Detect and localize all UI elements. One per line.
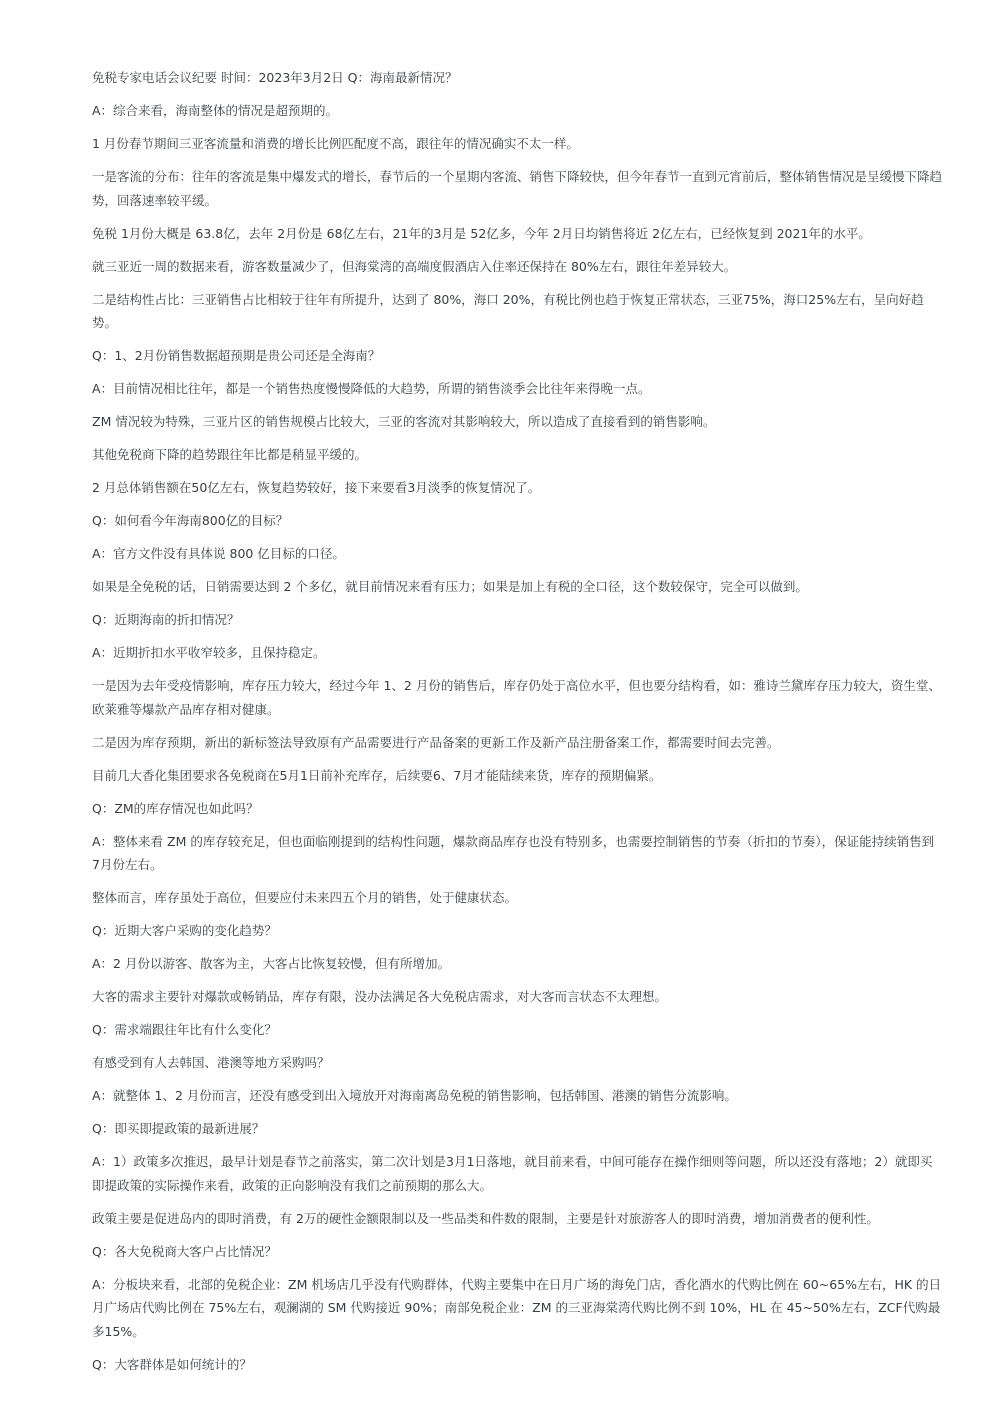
answer: A：2 月份以游客、散客为主，大客占比恢复较慢，但有所增加。 (92, 956, 450, 971)
paragraph: 1 月份春节期间三亚客流量和消费的增长比例匹配度不高，跟往年的情况确实不太一样。 (92, 136, 579, 151)
question: Q：近期大客户采购的变化趋势？ (92, 923, 277, 938)
paragraph: A：综合来看，海南整体的情况是超预期的。 (92, 103, 339, 118)
answer: A：整体来看 ZM 的库存较充足，但也面临刚提到的结构性问题，爆款商品库存也没有特别多，也需要控制销售的节奏（折扣的节奏），保证能持续销售到 7月份左右。 (92, 833, 939, 872)
question: Q：需求端跟往年比有什么变化？ (92, 1022, 277, 1037)
paragraph: 一是客流的分布：往年的客流是集中爆发式的增长，春节后的一个星期内客流、销售下降较快，但今年春节一直到元宵前后，整体销售情况是呈缓慢下降趋势，回落速率较平缓。 (92, 169, 943, 208)
question: Q：ZM的库存情况也如此吗？ (92, 800, 259, 816)
paragraph: 就三亚近一周的数据来看，游客数量减少了，但海棠湾的高端度假酒店入住率还保持在 80%左右，跟往年差异较大。 (92, 258, 737, 274)
paragraph: 二是结构性占比：三亚销售占比相较于往年有所提升，达到了 80%，海口 20%，有税比例也趋于恢复正常状态，三亚75%，海口25%左右，呈向好趋势。 (92, 291, 924, 330)
question: Q：1、2月份销售数据超预期是贵公司还是全海南？ (92, 348, 381, 363)
paragraph: 其他免税商下降的趋势跟往年比都是稍显平缓的。 (92, 447, 368, 462)
paragraph-title: 免税专家电话会议纪要 时间：2023年3月2日 Q：海南最新情况？ (92, 70, 458, 85)
answer: A：分板块来看，北部的免税企业：ZM 机场店几乎没有代购群体，代购主要集中在日月广场的海免门店，香化酒水的代购比例在 60~65%左右，HK 的日月广场店代购比例在 75%左右，观澜湖的 SM 代购接近 90%；南部免税企业：ZM 的三亚海棠湾代购比例不到 10%，HL 在 45~50%左右，ZCF代购最多15%。 (92, 1276, 942, 1339)
paragraph: 2 月总体销售额在50亿左右，恢复趋势较好，接下来要看3月淡季的恢复情况了。 (92, 480, 541, 495)
paragraph: 免税 1月份大概是 63.8亿，去年 2月份是 68亿左右，21年的3月是 52亿多，今年 2月日均销售将近 2亿左右，已经恢复到 2021年的水平。 (92, 225, 871, 241)
question: Q：即买即提政策的最新进展？ (92, 1121, 265, 1136)
document-page (92, 66, 944, 1386)
answer: A：1）政策多次推迟，最早计划是春节之前落实，第二次计划是3月1日落地，就目前来看，中间可能存在操作细则等问题，所以还没有落地；2）就即买即提政策的实际操作来看，政策的正向影响没有我们之前预期的那么大。 (92, 1154, 933, 1193)
question: Q：近期海南的折扣情况？ (92, 612, 240, 627)
paragraph: 整体而言，库存虽处于高位，但要应付未来四五个月的销售，处于健康状态。 (92, 890, 518, 905)
paragraph: 如果是全免税的话，日销需要达到 2 个多亿，就目前情况来看有压力；如果是加上有税的全口径，这个数较保守，完全可以做到。 (92, 579, 808, 594)
paragraph: 一是因为去年受疫情影响，库存压力较大，经过今年 1、2 月份的销售后，库存仍处于高位水平，但也要分结构看，如：雅诗兰黛库存压力较大，资生堂、欧莱雅等爆款产品库存相对健康。 (92, 678, 941, 717)
paragraph: 二是因为库存预期，新出的新标签法导致原有产品需要进行产品备案的更新工作及新产品注册备案工作，都需要时间去完善。 (92, 734, 780, 750)
paragraph: 大客的需求主要针对爆款或畅销品，库存有限，没办法满足各大免税店需求，对大客而言状态不太理想。 (92, 989, 668, 1004)
question: Q：如何看今年海南800亿的目标？ (92, 513, 289, 528)
paragraph: ZM 情况较为特殊，三亚片区的销售规模占比较大，三亚的客流对其影响较大，所以造成了直接看到的销售影响。 (92, 414, 716, 429)
question: Q：各大免税商大客户占比情况？ (92, 1243, 277, 1259)
paragraph: 政策主要是促进岛内的即时消费，有 2万的硬性金额限制以及一些品类和件数的限制，主要是针对旅游客人的即时消费，增加消费者的便利性。 (92, 1210, 879, 1226)
answer: A：目前情况相比往年，都是一个销售热度慢慢降低的大趋势，所谓的销售淡季会比往年来得晚一点。 (92, 381, 651, 396)
answer: A：官方文件没有具体说 800 亿目标的口径。 (92, 546, 345, 561)
answer: A：近期折扣水平收窄较多，且保持稳定。 (92, 645, 326, 660)
answer: A：就整体 1、2 月份而言，还没有感受到出入境放开对海南离岛免税的销售影响，包括韩国、港澳的销售分流影响。 (92, 1088, 737, 1103)
paragraph: 有感受到有人去韩国、港澳等地方采购吗？ (92, 1055, 330, 1070)
question: Q：大客群体是如何统计的？ (92, 1356, 252, 1372)
paragraph: 目前几大香化集团要求各免税商在5月1日前补充库存，后续要6、7月才能陆续来货，库存的预期偏紧。 (92, 767, 662, 783)
